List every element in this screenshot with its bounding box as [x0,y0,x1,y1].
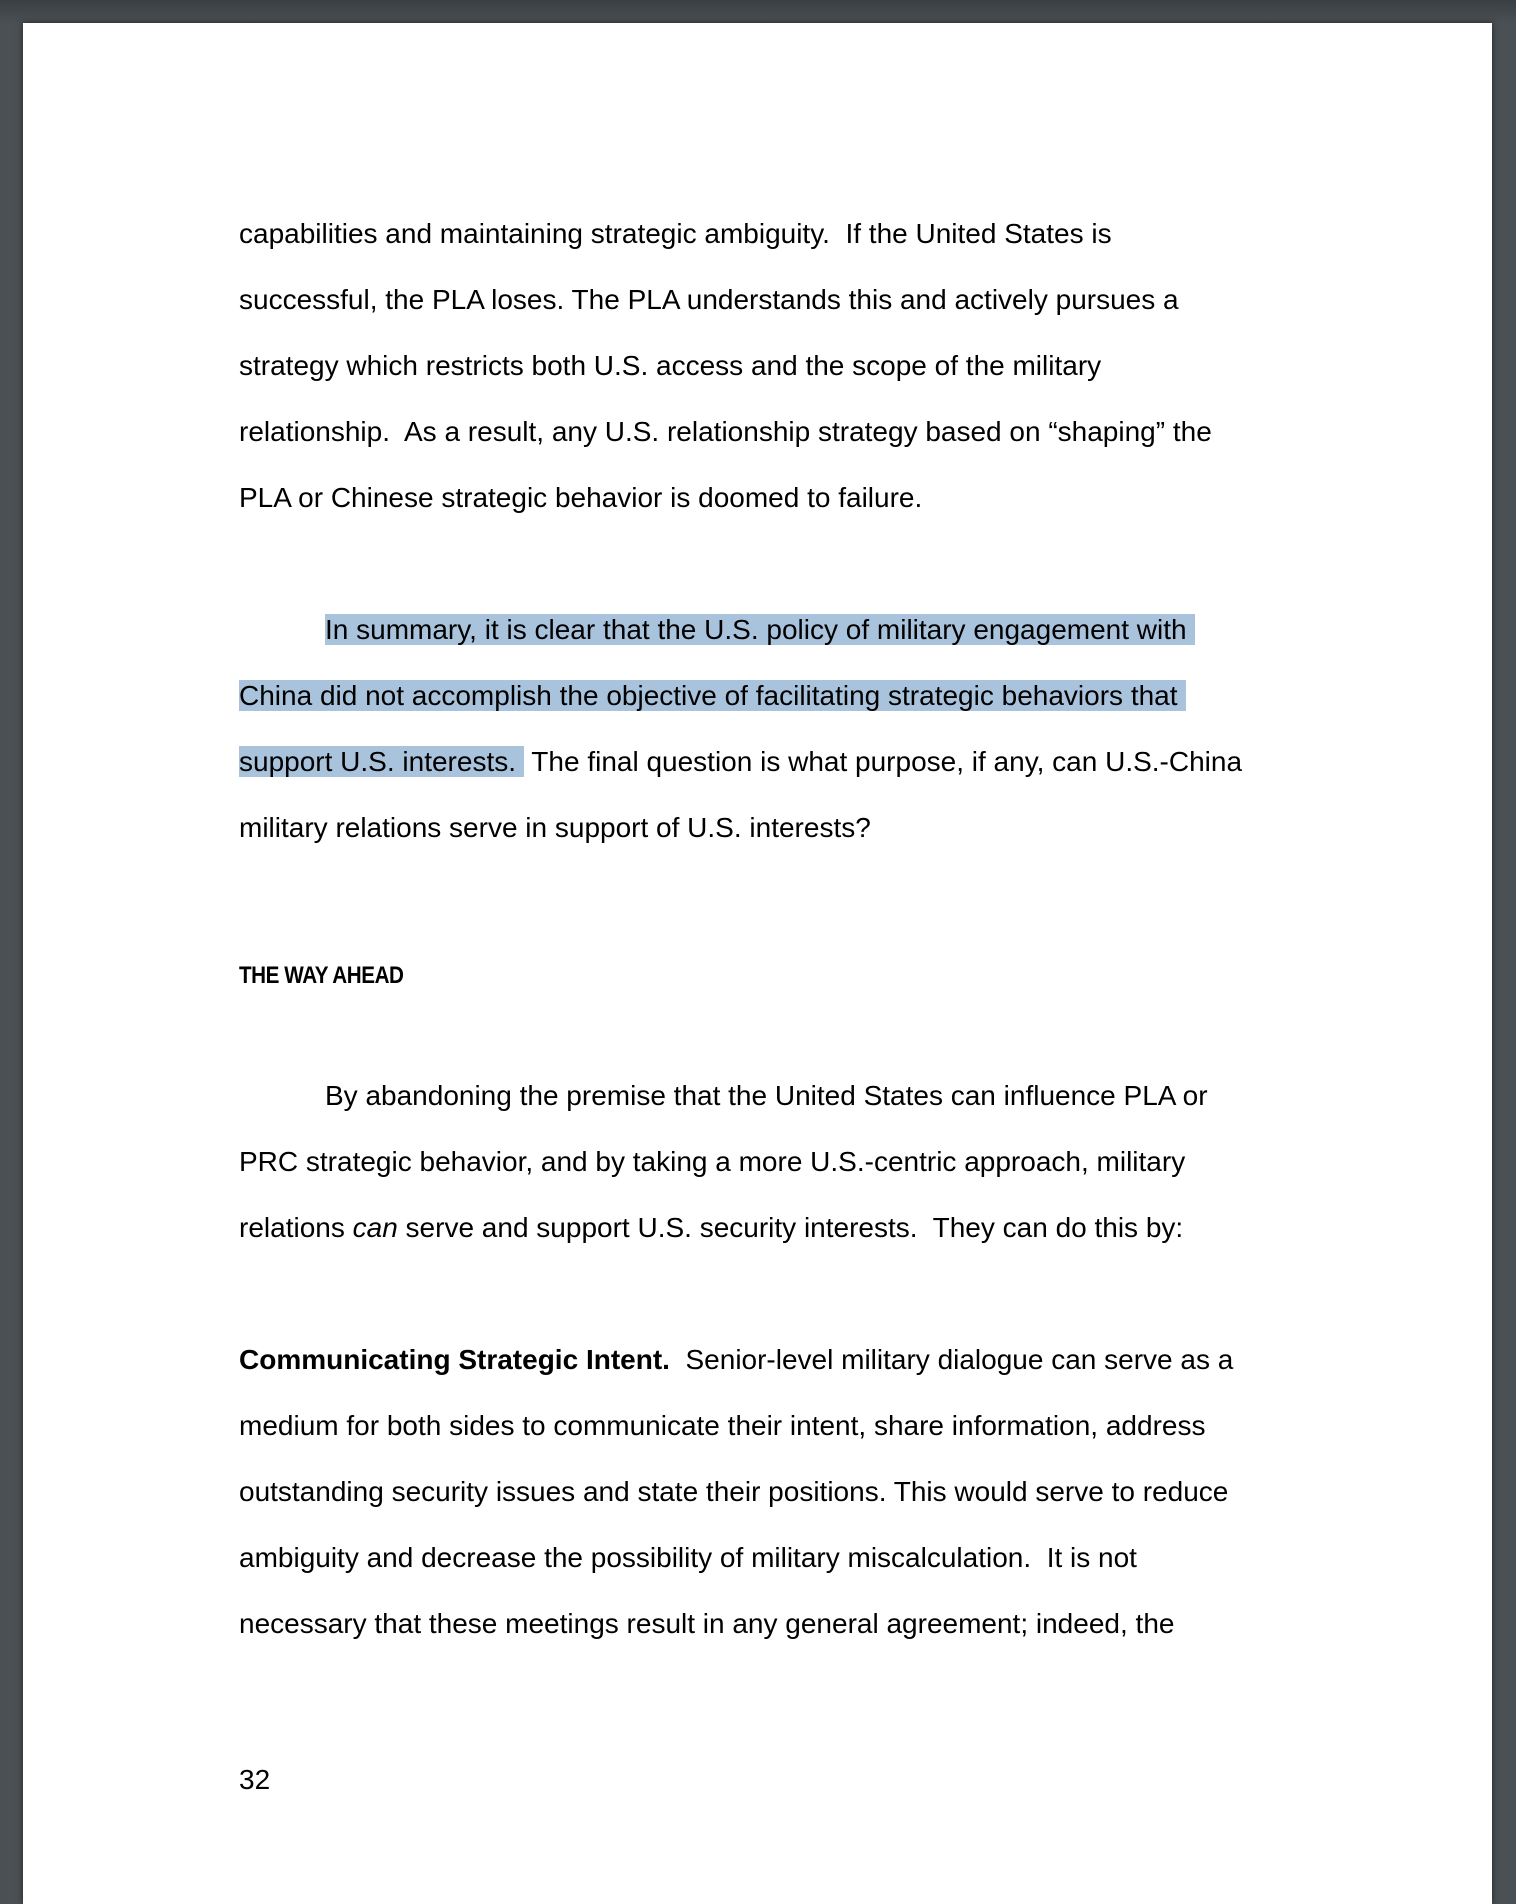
text-line: By abandoning the premise that the United States can influence PLA or [325,1080,1208,1111]
text-run: Senior-level military dialogue can serve as a [669,1344,1234,1375]
viewer-top-shadow [0,0,1516,24]
text-line: strategy which restricts both U.S. access and the scope of the military [239,350,1102,381]
document-page[interactable] [23,23,1492,1904]
text-line: capabilities and maintaining strategic ambiguity. If the United States is [239,218,1112,249]
text-line: successful, the PLA loses. The PLA understands this and actively pursues a [239,284,1179,315]
selection-highlight[interactable]: China did not accomplish the objective of facilitating strategic behaviors that [239,680,1186,711]
text-line [239,679,1186,713]
text-line: military relations serve in support of U.S. interests? [239,812,871,843]
text-line: ambiguity and decrease the possibility of military miscalculation. It is not [239,1542,1137,1573]
text-line [239,1211,1183,1245]
selection-highlight[interactable]: support U.S. interests. [239,746,524,777]
text-line [239,1343,1233,1377]
text-line: PLA or Chinese strategic behavior is doomed to failure. [239,482,923,513]
text-run: serve and support U.S. security interests. They can do this by: [397,1212,1184,1243]
text-line: medium for both sides to communicate their intent, share information, address [239,1410,1206,1441]
text-line: necessary that these meetings result in any general agreement; indeed, the [239,1608,1175,1639]
text-line: outstanding security issues and state their positions. This would serve to reduce [239,1476,1229,1507]
text-line: PRC strategic behavior, and by taking a more U.S.-centric approach, military [239,1146,1186,1177]
bold-lead-in: Communicating Strategic Intent. [239,1344,670,1375]
text-run: relations [239,1212,353,1243]
selection-highlight[interactable]: In summary, it is clear that the U.S. policy of military engagement with [325,614,1195,645]
text-line: relationship. As a result, any U.S. relationship strategy based on “shaping” the [239,416,1212,447]
text-line [325,613,1195,647]
text-run: The final question is what purpose, if any, can U.S.-China [524,746,1243,777]
page-number: 32 [239,1764,271,1795]
text-line [239,745,1242,779]
emphasis-text: can [352,1212,398,1243]
section-heading: THE WAY AHEAD [239,962,404,989]
